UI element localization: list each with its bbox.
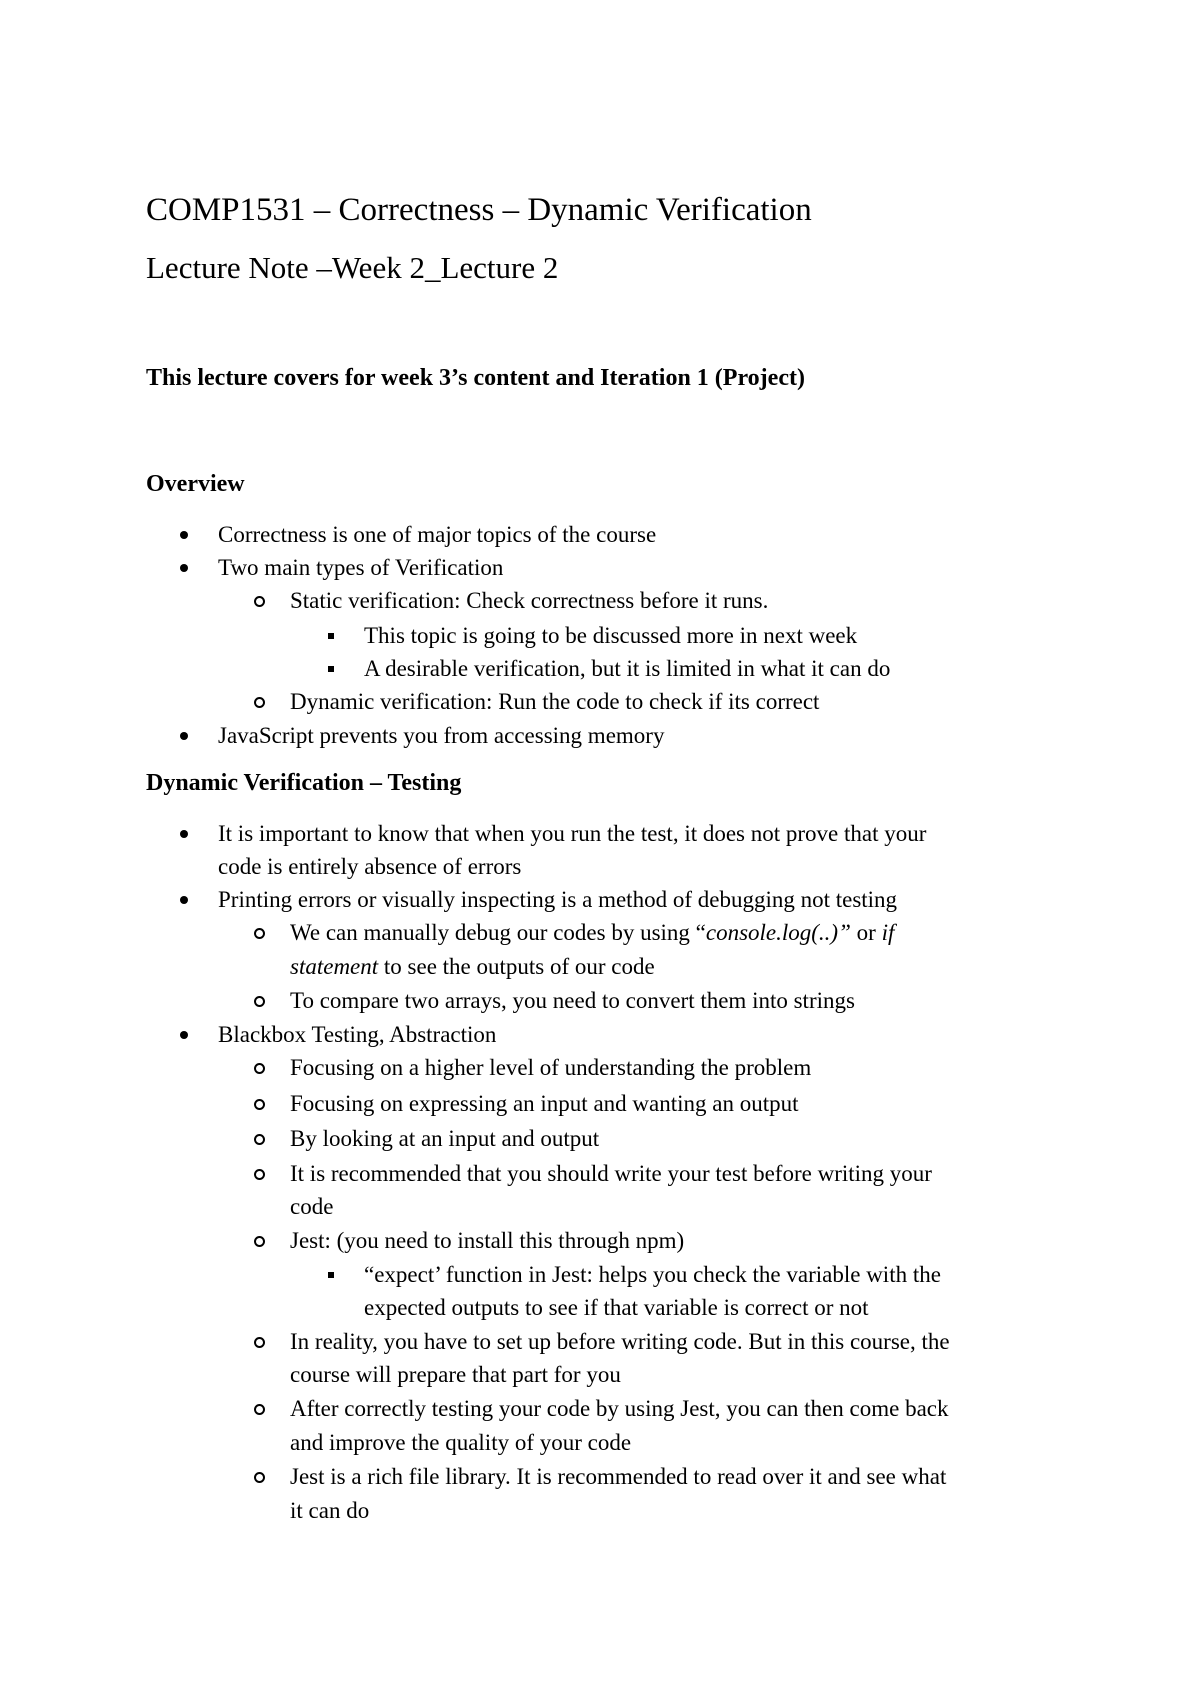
list-item: Printing errors or visually inspecting is a method of debugging not testing [218, 887, 898, 912]
testing-heading: Dynamic Verification – Testing [146, 770, 462, 796]
list-item: Jest: (you need to install this through npm) [290, 1228, 685, 1253]
disc-bullet-icon [180, 518, 188, 551]
list-item: Dynamic verification: Run the code to check if its correct [290, 689, 820, 714]
list-item-continuation: it can do [290, 1498, 370, 1523]
list-item: In reality, you have to set up before writing code. But in this course, the [290, 1329, 950, 1354]
document-title: COMP1531 – Correctness – Dynamic Verification [146, 192, 812, 228]
list-item-text: to see the outputs of our code [378, 954, 655, 979]
circle-bullet-icon [254, 1122, 265, 1155]
circle-bullet-icon [254, 1157, 265, 1190]
disc-bullet-icon [180, 817, 188, 850]
list-item: Two main types of Verification [218, 555, 504, 580]
list-item: After correctly testing your code by using Jest, you can then come back [290, 1396, 949, 1421]
list-item: Blackbox Testing, Abstraction [218, 1022, 497, 1047]
circle-bullet-icon [254, 916, 265, 949]
list-item-continuation: code [290, 1194, 334, 1219]
list-item-continuation: course will prepare that part for you [290, 1362, 621, 1387]
disc-bullet-icon [180, 551, 188, 584]
square-bullet-icon [328, 619, 334, 652]
list-item: By looking at an input and output [290, 1126, 600, 1151]
square-bullet-icon [328, 652, 334, 685]
circle-bullet-icon [254, 1224, 265, 1257]
overview-heading: Overview [146, 471, 245, 497]
square-bullet-icon [328, 1258, 334, 1291]
list-item-continuation [290, 950, 655, 983]
list-item: JavaScript prevents you from accessing memory [218, 723, 665, 748]
list-item: “expect’ function in Jest: helps you check the variable with the [364, 1262, 941, 1287]
list-item: It is important to know that when you run the test, it does not prove that your [218, 821, 927, 846]
disc-bullet-icon [180, 883, 188, 916]
circle-bullet-icon [254, 1460, 265, 1493]
circle-bullet-icon [254, 1051, 265, 1084]
code-snippet: if [881, 920, 895, 945]
list-item: To compare two arrays, you need to convert them into strings [290, 988, 855, 1013]
list-item: Focusing on expressing an input and wanting an output [290, 1091, 799, 1116]
list-item: Jest is a rich file library. It is recommended to read over it and see what [290, 1464, 947, 1489]
list-item-continuation: code is entirely absence of errors [218, 854, 522, 879]
disc-bullet-icon [180, 1018, 188, 1051]
circle-bullet-icon [254, 685, 265, 718]
circle-bullet-icon [254, 984, 265, 1017]
list-item-continuation: expected outputs to see if that variable is correct or not [364, 1295, 869, 1320]
list-item: Focusing on a higher level of understanding the problem [290, 1055, 812, 1080]
list-item-continuation: and improve the quality of your code [290, 1430, 632, 1455]
list-item: A desirable verification, but it is limited in what it can do [364, 656, 891, 681]
circle-bullet-icon [254, 1325, 265, 1358]
circle-bullet-icon [254, 1392, 265, 1425]
code-snippet: console.log(..)” [705, 920, 851, 945]
list-item-text: We can manually debug our codes by using “ [290, 920, 706, 945]
list-item: Correctness is one of major topics of the course [218, 522, 657, 547]
disc-bullet-icon [180, 719, 188, 752]
list-item: Static verification: Check correctness before it runs. [290, 588, 769, 613]
list-item: This topic is going to be discussed more in next week [364, 623, 858, 648]
circle-bullet-icon [254, 1087, 265, 1120]
intro-line: This lecture covers for week 3’s content and Iteration 1 (Project) [146, 365, 805, 391]
list-item-text: or [850, 920, 882, 945]
circle-bullet-icon [254, 584, 265, 617]
document-subtitle: Lecture Note –Week 2_Lecture 2 [146, 250, 559, 285]
list-item [290, 916, 894, 949]
list-item: It is recommended that you should write your test before writing your [290, 1161, 932, 1186]
code-snippet: statement [290, 954, 379, 979]
